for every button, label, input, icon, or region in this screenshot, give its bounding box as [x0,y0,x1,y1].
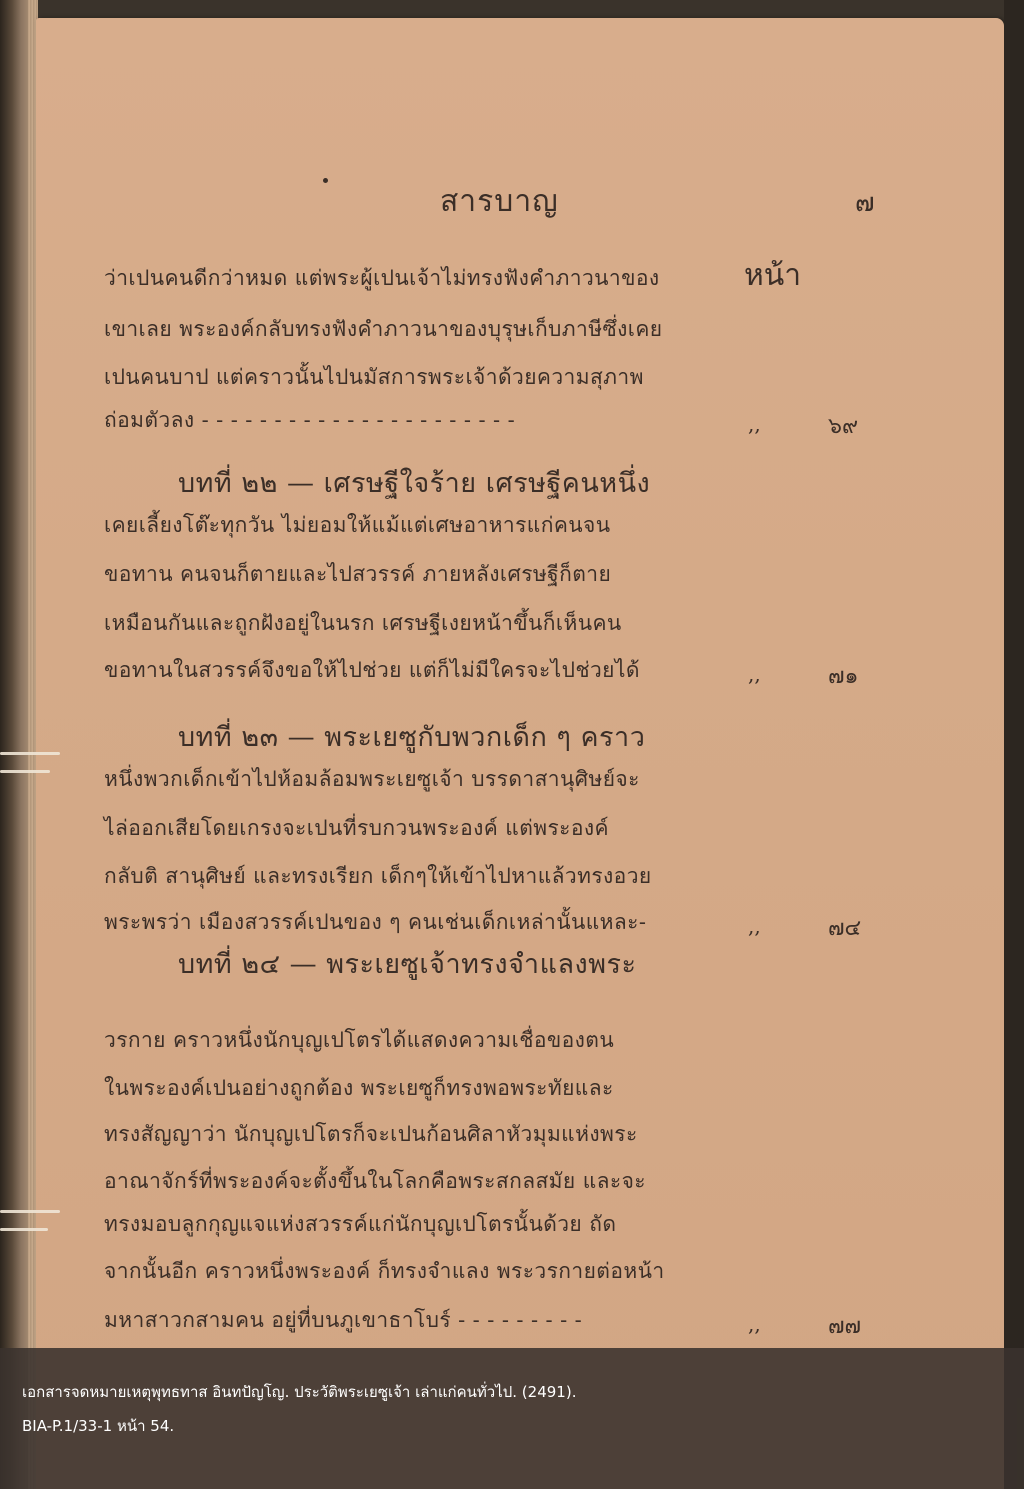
ink-dot [323,178,328,183]
chapter-heading: บทที่ ๒๔ — พระเยซูเจ้าทรงจำแลงพระ [178,949,637,980]
toc-line: หนึ่งพวกเด็กเข้าไปห้อมล้อมพระเยซูเจ้า บรรดาสานุศิษย์จะ [104,767,640,791]
toc-line: เขาเลย พระองค์กลับทรงฟังคำภาวนาของบุรุษเก็บภาษีซึ่งเคย [104,317,663,341]
ditto-mark: ,, [748,1312,761,1336]
ditto-mark: ,, [748,412,761,436]
caption-title: เอกสารจดหมายเหตุพุทธทาส อินทปัญโญ. ประวัติพระเยซูเจ้า เล่าแก่คนทั่วไป. (2491). [22,1383,577,1401]
caption-reference: BIA-P.1/33-1 หน้า 54. [22,1417,175,1435]
toc-line: ขอทาน คนจนก็ตายและไปสวรรค์ ภายหลังเศรษฐีก็ตาย [104,562,612,586]
chapter-heading: บทที่ ๒๓ — พระเยซูกับพวกเด็ก ๆ คราว [178,722,646,753]
page-heading: สารบาญ [440,184,559,219]
toc-line: จากนั้นอีก คราวหนึ่งพระองค์ ก็ทรงจำแลง พระวรกายต่อหน้า [104,1259,665,1283]
binding-thread [0,770,50,773]
book-binding [0,0,30,1489]
ditto-mark: ,, [748,662,761,686]
toc-line: พระพรว่า เมืองสวรรค์เปนของ ๆ คนเช่นเด็กเหล่านั้นแหละ- [104,910,647,934]
toc-line: เคยเลี้ยงโต๊ะทุกวัน ไม่ยอมให้แม้แต่เศษอาหารแก่คนจน [104,513,611,537]
chapter-heading: บทที่ ๒๒ — เศรษฐีใจร้าย เศรษฐีคนหนึ่ง [178,468,651,499]
toc-line: วรกาย คราวหนึ่งนักบุญเปโตรได้แสดงความเชื่อของตน [104,1028,615,1052]
toc-page-number: ๗๔ [828,916,862,941]
toc-line: ถ่อมตัวลง - - - - - - - - - - - - - - - - - - - - - - [104,408,516,432]
scan-background [1004,0,1024,1489]
caption-bar [0,1348,1024,1489]
toc-line: ว่าเปนคนดีกว่าหมด แต่พระผู้เปนเจ้าไม่ทรงฟังคำภาวนาของ [104,266,660,290]
toc-line: มหาสาวกสามคน อยู่ที่บนภูเขาธาโบร์ - - - - - - - - - [104,1308,583,1332]
toc-line: ในพระองค์เปนอย่างถูกต้อง พระเยซูก็ทรงพอพระทัยและ [104,1076,614,1100]
page-number: ๗ [855,188,875,218]
toc-line: เหมือนกันและถูกฝังอยู่ในนรก เศรษฐีเงยหน้าขึ้นก็เห็นคน [104,611,622,635]
binding-thread [0,1210,60,1213]
binding-thread [0,1228,48,1231]
toc-page-number: ๗๑ [828,664,859,689]
binding-thread [0,752,60,755]
toc-line: ไล่ออกเสียโดยเกรงจะเปนที่รบกวนพระองค์ แต่พระองค์ [104,816,609,840]
toc-line: อาณาจักร์ที่พระองค์จะตั้งขึ้นในโลกคือพระสกลสมัย และจะ [104,1169,646,1193]
ditto-mark: ,, [748,914,761,938]
toc-page-number: ๗๗ [828,1314,862,1339]
toc-line: เปนคนบาป แต่คราวนั้นไปนมัสการพระเจ้าด้วยความสุภาพ [104,365,644,389]
toc-line: กลับติ สานุศิษย์ และทรงเรียก เด็กๆให้เข้าไปหาแล้วทรงอวย [104,864,652,888]
toc-page-number: ๖๙ [828,414,859,439]
toc-line: ทรงมอบลูกกุญแจแห่งสวรรค์แก่นักบุญเปโตรนั้นด้วย ถัด [104,1212,617,1236]
toc-line: ทรงสัญญาว่า นักบุญเปโตรก็จะเปนก้อนศิลาหัวมุมแห่งพระ [104,1122,638,1146]
page-column-label: หน้า [744,258,802,293]
toc-line: ขอทานในสวรรค์จึงขอให้ไปช่วย แต่ก็ไม่มีใครจะไปช่วยได้ [104,658,640,682]
